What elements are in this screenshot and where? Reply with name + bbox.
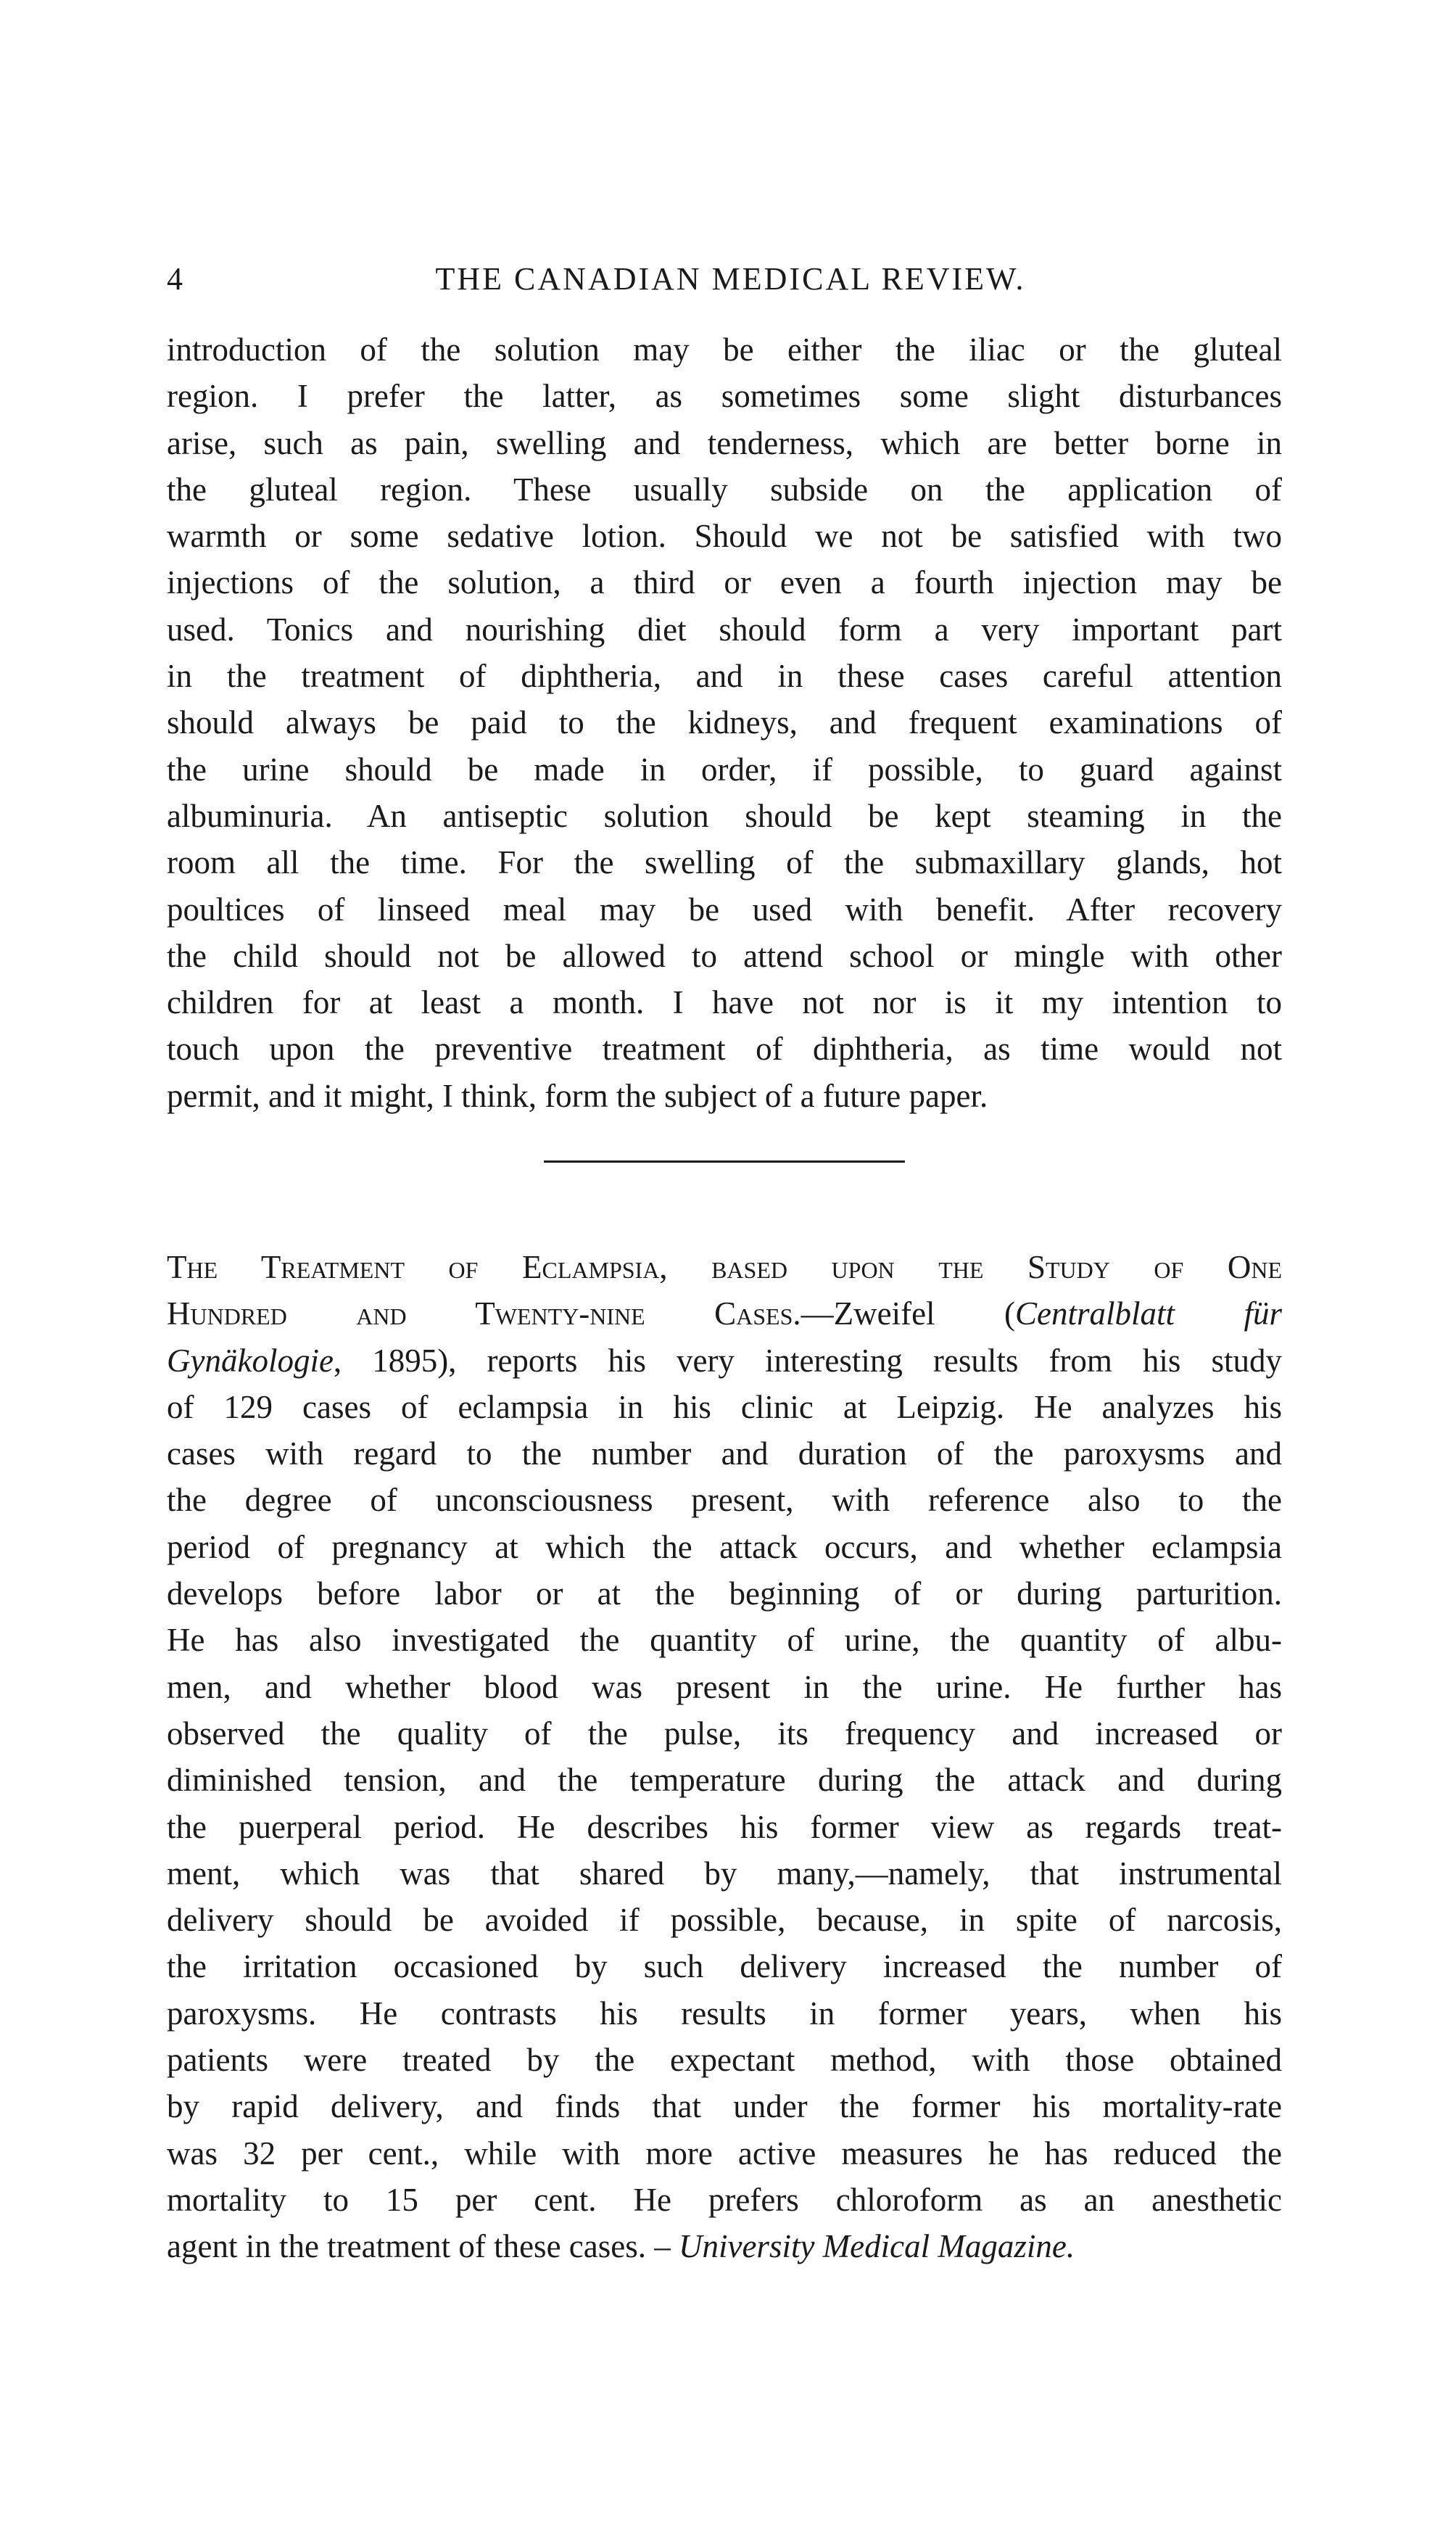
text-line: paroxysms. He contrasts his results in former years, when his [167, 1995, 1282, 2032]
text-line: touch upon the preventive treatment of diphtheria, as time would not [167, 1031, 1282, 1068]
section-divider [544, 1160, 905, 1163]
text-line: patients were treated by the expectant method, with those obtained [167, 2042, 1282, 2079]
text-line: used. Tonics and nourishing diet should form a very important part [167, 611, 1282, 648]
text-line: by rapid delivery, and finds that under the former his mortality-rate [167, 2088, 1282, 2125]
text-line: ment, which was that shared by many,—namely, that instrumental [167, 1855, 1282, 1892]
text-line-last [167, 2223, 1282, 2269]
text-line: mortality to 15 per cent. He prefers chloroform as an anesthetic [167, 2181, 1282, 2218]
article-title-line [167, 1244, 1282, 1290]
text-line: in the treatment of diphtheria, and in these cases careful attention [167, 658, 1282, 695]
text-line: the urine should be made in order, if possible, to guard against [167, 751, 1282, 788]
text-line: men, and whether blood was present in the urine. He further has [167, 1668, 1282, 1705]
text-line: the child should not be allowed to attend school or mingle with other [167, 937, 1282, 974]
article-title-line [167, 1290, 1282, 1337]
text-line: the puerperal period. He describes his former view as regards treat- [167, 1808, 1282, 1845]
text-line: room all the time. For the swelling of the submaxillary glands, hot [167, 844, 1282, 881]
text-line: the irritation occasioned by such delivery increased the number of [167, 1948, 1282, 1985]
text-line: of 129 cases of eclampsia in his clinic at Leipzig. He analyzes his [167, 1388, 1282, 1425]
citation-rest: , 1895), reports his very interesting results from his study [333, 1342, 1282, 1379]
text-line: introduction of the solution may be either the iliac or the gluteal [167, 331, 1282, 368]
text-line: should always be paid to the kidneys, and frequent examinations of [167, 704, 1282, 741]
article-continuation [167, 326, 1282, 1119]
text-line: children for at least a month. I have not nor is it my intention to [167, 984, 1282, 1021]
text-line: injections of the solution, a third or even a fourth injection may be [167, 564, 1282, 601]
text-line: diminished tension, and the temperature during the attack and during [167, 1762, 1282, 1799]
text-line: arise, such as pain, swelling and tenderness, which are better borne in [167, 424, 1282, 461]
source-citation: University Medical Magazine. [678, 2228, 1075, 2265]
last-line-text: agent in the treatment of these cases. – [167, 2228, 679, 2265]
text-line: period of pregnancy at which the attack occurs, and whether eclampsia [167, 1528, 1282, 1565]
article-title-part1: The Treatment of Eclampsia, based upon the Study of One [167, 1249, 1282, 1285]
text-line: cases with regard to the number and duration of the paroxysms and [167, 1435, 1282, 1472]
article-eclampsia [167, 1244, 1282, 2270]
text-line: warmth or some sedative lotion. Should we not be satisfied with two [167, 518, 1282, 555]
journal-name-cont: Gynäkologie [167, 1342, 334, 1379]
text-line: was 32 per cent., while with more active measures he has reduced the [167, 2135, 1282, 2172]
page-number: 4 [167, 261, 183, 297]
text-line: the degree of unconsciousness present, with reference also to the [167, 1482, 1282, 1519]
text-line: develops before labor or at the beginning of or during parturition. [167, 1575, 1282, 1612]
text-line: poultices of linseed meal may be used with benefit. After recovery [167, 891, 1282, 928]
journal-name: Centralblatt für [1015, 1295, 1282, 1332]
running-title: THE CANADIAN MEDICAL REVIEW. [435, 261, 1026, 297]
text-line: region. I prefer the latter, as sometimes some slight disturbances [167, 378, 1282, 415]
text-line: He has also investigated the quantity of urine, the quantity of albu- [167, 1622, 1282, 1659]
text-line: observed the quality of the pulse, its frequency and increased or [167, 1715, 1282, 1752]
article-title-part2: Hundred and Twenty-nine Cases. [167, 1295, 801, 1332]
page-header [167, 257, 1294, 301]
author-citation: —Zweifel ( [801, 1295, 1016, 1332]
text-line [167, 1337, 1282, 1384]
text-line: permit, and it might, I think, form the subject of a future paper. [167, 1077, 988, 1114]
text-line: albuminuria. An antiseptic solution should be kept steaming in the [167, 797, 1282, 834]
text-line: delivery should be avoided if possible, because, in spite of narcosis, [167, 1902, 1282, 1939]
text-line: the gluteal region. These usually subside on the application of [167, 471, 1282, 508]
